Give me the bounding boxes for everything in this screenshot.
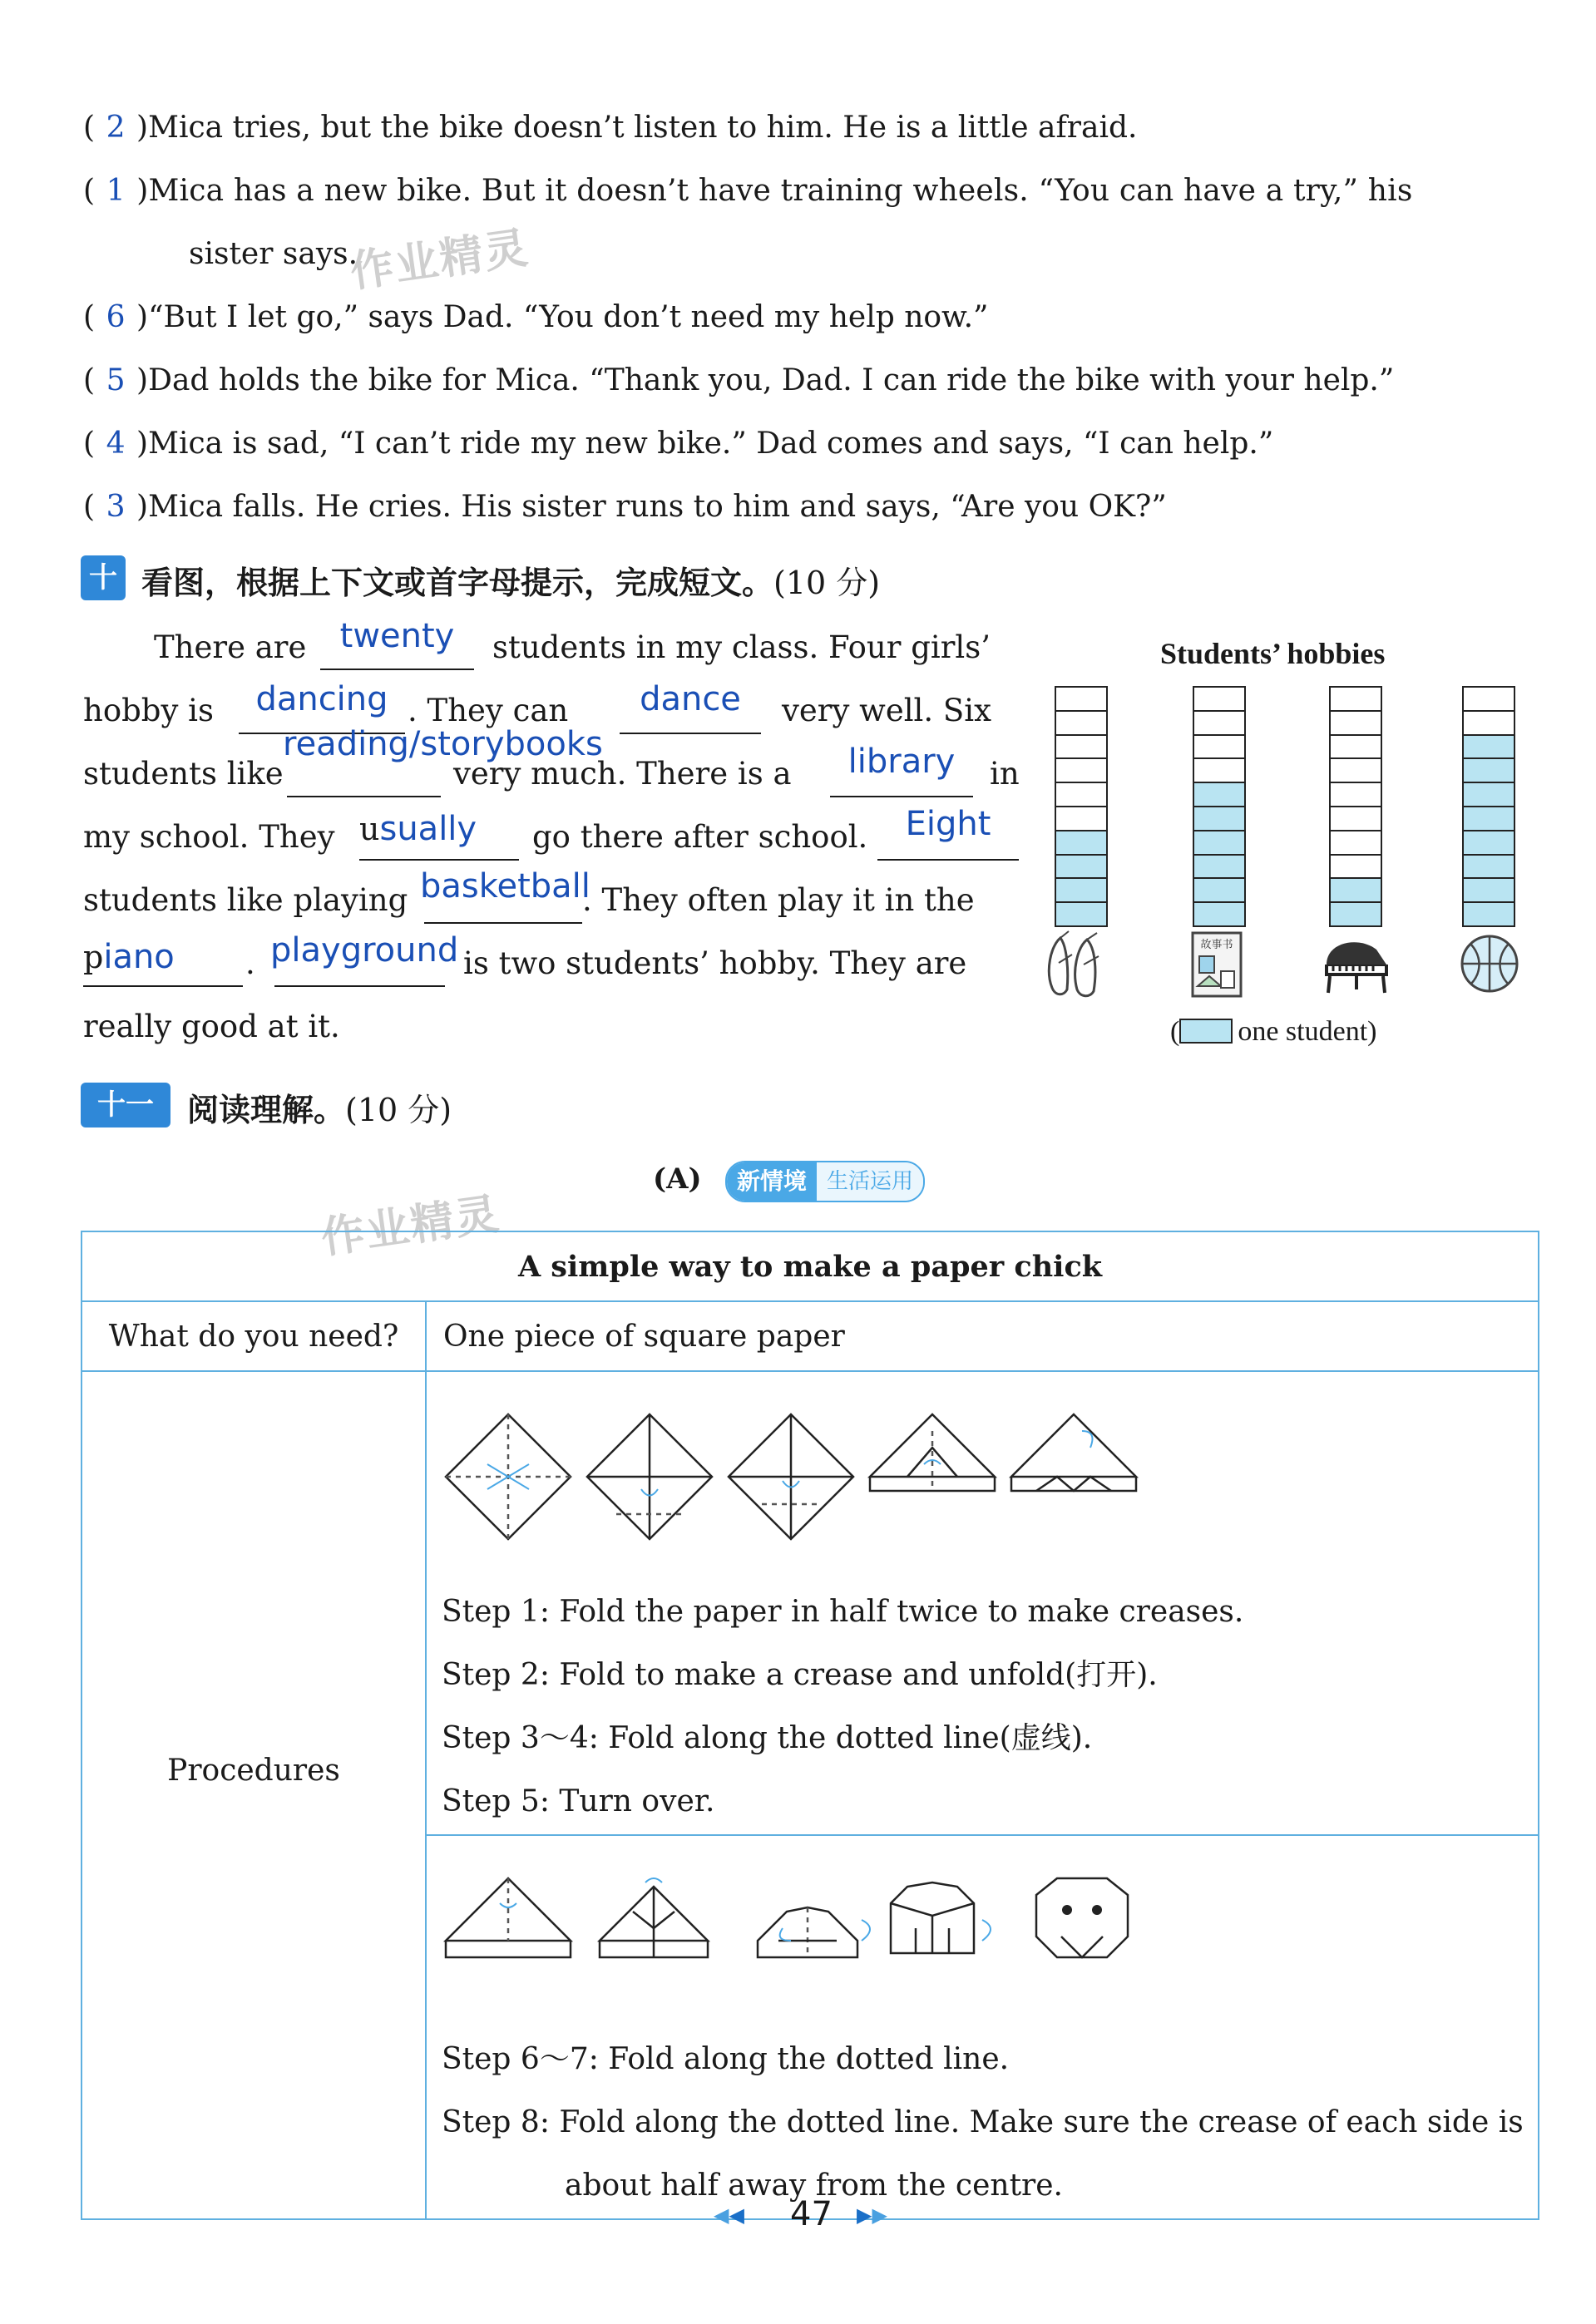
answer-piano	[83, 938, 175, 976]
piano-icon	[1318, 931, 1393, 998]
bar-cell	[1329, 710, 1382, 736]
answer-text: iano	[103, 938, 175, 976]
steps-cell-a	[426, 1371, 1539, 1835]
basketball-icon	[1457, 931, 1522, 996]
page-number: 47	[790, 2195, 833, 2233]
procedure-table	[81, 1231, 1539, 2220]
ballet-shoes-icon	[1044, 930, 1110, 1001]
blank-line	[320, 669, 474, 670]
folding-diagrams-6-8	[442, 1870, 1174, 1995]
passage-text: . They often play it in the	[582, 882, 975, 918]
given-letter: u	[359, 811, 380, 847]
chart-legend	[1170, 1016, 1376, 1048]
book-label: 故事书	[1200, 939, 1233, 951]
reading-a-label: (A)	[653, 1162, 702, 1196]
passage-text: students like	[83, 756, 284, 792]
bar-cell	[1462, 686, 1515, 712]
step-3-4: Step 3～4: Fold along the dotted line(虚线).	[442, 1721, 1093, 1755]
passage-text: my school. They	[83, 819, 335, 855]
legend-paren: (	[1170, 1016, 1180, 1047]
section-10-title	[141, 557, 880, 603]
bar-cell	[1193, 782, 1246, 807]
given-letter: p	[83, 939, 104, 975]
prev-page-icon[interactable]: ◀◀	[714, 2203, 744, 2227]
item-text: )Mica falls. He cries. His sister runs to him and says, “Are you OK?”	[136, 490, 1167, 524]
blank-line	[359, 859, 519, 861]
bar-cell	[1055, 877, 1108, 903]
watermark: 作业精灵	[318, 1189, 503, 1264]
context-tag	[725, 1161, 925, 1202]
steps-list-b	[442, 2028, 1537, 2218]
ordering-item: ( 2 )Mica tries, but the bike doesn’t listen to him. He is a little afraid.	[83, 111, 1138, 145]
bar-cell	[1055, 710, 1108, 736]
bar-cell	[1329, 877, 1382, 903]
blank-line	[830, 796, 973, 797]
steps-cell-b	[426, 1835, 1539, 2219]
ordering-item: ( 3 )Mica falls. He cries. His sister runs to him and says, “Are you OK?”	[83, 490, 1167, 524]
need-label: What do you need?	[82, 1301, 426, 1371]
passage-text: .	[245, 945, 255, 981]
answer-library: library	[847, 743, 956, 781]
passage-text: hobby is	[83, 693, 214, 728]
step-6-7: Step 6～7: Fold along the dotted line.	[442, 2042, 1010, 2076]
answer-basketball: basketball	[420, 867, 590, 905]
answer-number: 2	[106, 111, 126, 145]
legend-label: one student)	[1238, 1016, 1377, 1047]
storybook-icon	[1188, 930, 1246, 1001]
item-text: )Mica tries, but the bike doesn’t listen to him. He is a little afraid.	[136, 111, 1138, 145]
blank-line	[287, 796, 441, 797]
section-points: (10 分)	[773, 565, 881, 601]
bar-cell	[1193, 734, 1246, 760]
passage-text: go there after school.	[532, 819, 868, 855]
ordering-item: ( 5 )Dad holds the bike for Mica. “Thank you, Dad. I can ride the bike with your help.”	[83, 363, 1395, 397]
bar-cell	[1329, 854, 1382, 880]
step-8: Step 8: Fold along the dotted line. Make sure the crease of each side is	[442, 2105, 1524, 2139]
bar-cell	[1329, 782, 1382, 807]
answer-reading: reading/storybooks	[283, 725, 603, 763]
bar-cell	[1193, 757, 1246, 783]
section-title-text: 阅读理解。	[187, 1092, 346, 1128]
bar-cell	[1193, 686, 1246, 712]
bar-cell	[1462, 901, 1515, 927]
ordering-item: ( 4 )Mica is sad, “I can’t ride my new bike.” Dad comes and says, “I can help.”	[83, 427, 1274, 461]
legend-swatch	[1179, 1019, 1233, 1044]
steps-list-a	[442, 1581, 1537, 1833]
passage-text: is two students’ hobby. They are	[463, 945, 967, 981]
blank-line	[424, 922, 582, 924]
need-value: One piece of square paper	[426, 1301, 1539, 1371]
passage-text: in	[990, 756, 1020, 792]
section-10-badge: 十	[81, 555, 126, 600]
bar-cell	[1462, 734, 1515, 760]
bar-cell	[1462, 877, 1515, 903]
bar-cell	[1055, 782, 1108, 807]
blank-line	[83, 985, 243, 987]
item-text: )“But I let go,” says Dad. “You don’t need my help now.”	[136, 300, 989, 334]
bar-cell	[1055, 734, 1108, 760]
section-11-title	[187, 1084, 452, 1130]
answer-usually	[359, 810, 477, 848]
table-title: A simple way to make a paper chick	[82, 1231, 1539, 1301]
step-1: Step 1: Fold the paper in half twice to make creases.	[442, 1595, 1244, 1629]
bar-cell	[1329, 830, 1382, 856]
bar-cell	[1193, 854, 1246, 880]
bar-cell	[1055, 757, 1108, 783]
answer-text: sually	[379, 810, 477, 848]
bar-cell	[1055, 901, 1108, 927]
section-11-badge: 十一	[81, 1083, 170, 1127]
bar-cell	[1462, 757, 1515, 783]
bar-cell	[1329, 901, 1382, 927]
answer-number: 4	[106, 427, 126, 461]
bar-cell	[1193, 806, 1246, 831]
answer-eight: Eight	[905, 805, 991, 843]
next-page-icon[interactable]: ▶▶	[857, 2203, 887, 2227]
ordering-item: ( 1 )Mica has a new bike. But it doesn’t have training wheels. “You can have a try,” his	[83, 174, 1413, 208]
step-8-continued: about half away from the centre.	[565, 2169, 1063, 2203]
item-text: )Dad holds the bike for Mica. “Thank you, Dad. I can ride the bike with your help.”	[136, 363, 1395, 397]
passage-text: . They can	[408, 693, 569, 728]
bar-cell	[1462, 854, 1515, 880]
step-2: Step 2: Fold to make a crease and unfold(打开).	[442, 1658, 1158, 1692]
bar-cell	[1462, 806, 1515, 831]
answer-dancing: dancing	[255, 680, 388, 718]
folding-diagrams-1-5	[442, 1398, 1174, 1564]
answer-number: 6	[106, 300, 126, 334]
bar-cell	[1329, 734, 1382, 760]
tag-sub: 生活运用	[817, 1162, 923, 1201]
section-title-text: 看图，根据上下文或首字母提示，完成短文。	[141, 565, 774, 601]
tag-main: 新情境	[727, 1162, 817, 1201]
passage-text: students like playing	[83, 882, 408, 918]
bar-cell	[1329, 806, 1382, 831]
bar-cell	[1055, 806, 1108, 831]
blank-line	[274, 985, 445, 987]
bar-cell	[1462, 782, 1515, 807]
ordering-item-continued: sister says.	[189, 237, 358, 271]
bar-cell	[1055, 830, 1108, 856]
passage-text: very well. Six	[782, 693, 991, 728]
answer-dance: dance	[640, 680, 741, 718]
blank-line	[620, 733, 761, 734]
passage-text: really good at it.	[83, 1009, 340, 1044]
bar-cell	[1193, 830, 1246, 856]
procedures-label: Procedures	[82, 1371, 426, 2219]
passage-text: There are	[154, 629, 307, 665]
bar-cell	[1055, 854, 1108, 880]
bar-cell	[1462, 830, 1515, 856]
section-points: (10 分)	[345, 1092, 452, 1128]
bar-cell	[1193, 710, 1246, 736]
answer-number: 1	[106, 174, 126, 208]
passage-text: students in my class. Four girls’	[492, 629, 991, 665]
answer-playground: playground	[270, 931, 459, 970]
answer-twenty: twenty	[339, 617, 455, 655]
chart-title: Students’ hobbies	[1160, 637, 1386, 670]
item-text: )Mica has a new bike. But it doesn’t have training wheels. “You can have a try,” his	[136, 174, 1413, 208]
bar-cell	[1329, 757, 1382, 783]
ordering-item: ( 6 )“But I let go,” says Dad. “You don’t need my help now.”	[83, 300, 989, 334]
bar-cell	[1193, 901, 1246, 927]
bar-cell	[1329, 686, 1382, 712]
step-5: Step 5: Turn over.	[442, 1784, 715, 1818]
item-text: )Mica is sad, “I can’t ride my new bike.” Dad comes and says, “I can help.”	[136, 427, 1274, 461]
blank-line	[877, 859, 1019, 861]
answer-number: 3	[106, 490, 126, 524]
watermark: 作业精灵	[347, 223, 532, 298]
bar-cell	[1055, 686, 1108, 712]
answer-number: 5	[106, 363, 126, 397]
bar-cell	[1462, 710, 1515, 736]
passage-text: very much. There is a	[453, 756, 792, 792]
bar-cell	[1193, 877, 1246, 903]
